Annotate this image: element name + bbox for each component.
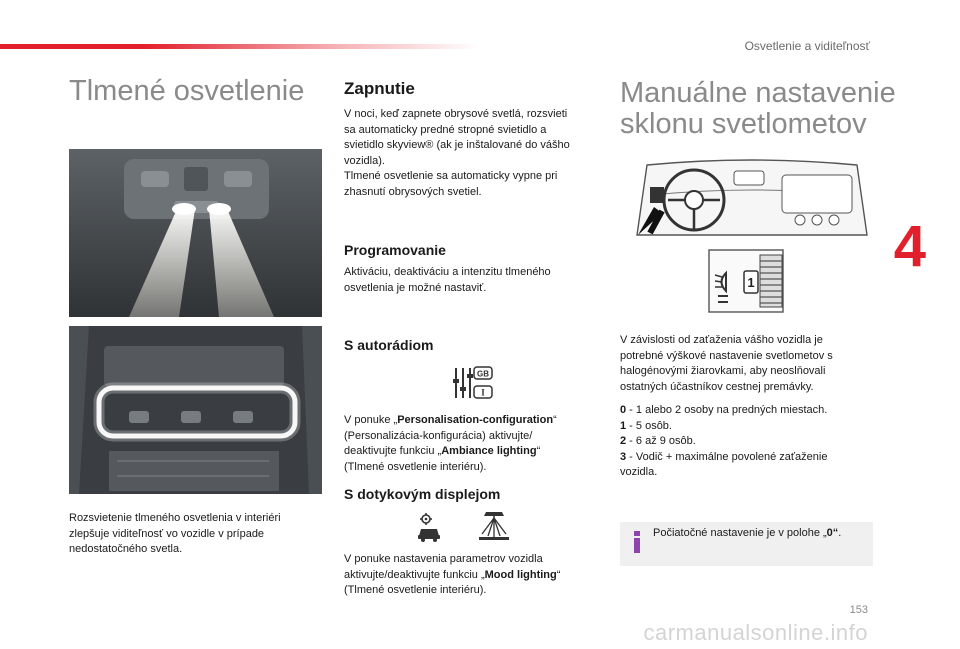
load-level-item: 1 - 5 osôb. [620,419,672,432]
zapnutie-heading: Zapnutie [344,79,415,98]
load-level-item: 0 - 1 alebo 2 osoby na predných miestach. [620,404,828,416]
chapter-number: 4 [893,214,926,279]
headlamp-title-line: sklonu svetlometov [620,108,867,140]
watermark: carmanualsonline.info [643,620,868,645]
text-line: potrebné výškové nastavenie svetlometov s [620,349,833,362]
touchscreen-text [344,552,604,599]
autoradio-heading: S autorádiom [344,337,434,353]
text-line: halogénovými žiarovkami, aby neoslňovali [620,365,826,377]
load-level-item: vozidla. [620,466,658,478]
left-caption-line: zlepšuje viditeľnosť vo vozidle v prípade [69,527,265,540]
load-level-item: 3 - Vodič + maximálne povolené zaťaženie [620,450,828,463]
info-note-text: Počiatočné nastavenie je v polohe „0“. [653,527,842,539]
headlamp-title-line: Manuálne nastavenie [620,77,896,109]
headlamp-adjust-switch [708,249,784,313]
load-levels-list [620,403,880,481]
programovanie-heading: Programovanie [344,242,446,258]
left-caption-line: Rozsvietenie tlmeného osvetlenia v interiéri [69,512,281,524]
text-line: ostatných účastníkov cestnej premávky. [620,380,814,393]
text-line: V noci, keď zapnete obrysové svetlá, rozsvieti [344,108,568,120]
left-caption-line: nedostatočného svetla. [69,543,183,555]
text-line: svietidlo skyview® (ak je inštalované do vášho [344,139,570,151]
car-settings-icon [416,512,442,542]
text-line: V ponuke „Personalisation-configuration“ [344,414,557,426]
text-line: V ponuke nastavenia parametrov vozidla [344,553,543,565]
info-icon [631,530,643,554]
roman-one-label: I [481,387,485,398]
ambient-lighting-icon [476,510,512,542]
text-line: aktivujte/deaktivujte funkciu „Mood lighting“ [344,568,561,581]
text-line: V závislosti od zaťaženia vášho vozidla je [620,334,823,346]
skyview-light-photo [69,326,322,494]
text-line: (Tlmené osvetlenie interiéru). [344,460,487,473]
autoradio-text [344,413,604,475]
settings-sliders-icon [452,365,494,401]
text-line: osvetlenia je možné nastaviť. [344,281,487,294]
top-accent-bar [0,44,480,49]
text-line: (Personalizácia-konfigurácia) aktivujte/ [344,429,533,442]
section-title: Osvetlenie a viditeľnosť [744,39,870,53]
text-line: Tlmené osvetlenie sa automaticky vypne pri [344,170,558,182]
page-title: Tlmené osvetlenie [69,75,305,107]
headlamp-text [620,333,880,395]
zapnutie-text [344,107,604,200]
text-line: sa automaticky predné stropné svietidlo a [344,123,547,136]
left-caption [69,511,319,558]
load-level-item: 2 - 6 až 9 osôb. [620,435,696,447]
ceiling-light-photo [69,149,322,317]
gb-label: GB [477,369,489,379]
touchscreen-heading: S dotykovým displejom [344,486,501,502]
text-line: Aktiváciu, deaktiváciu a intenzitu tlmeného [344,266,551,278]
switch-position-label: 1 [747,275,755,290]
dashboard-illustration [632,155,872,243]
text-line: (Tlmené osvetlenie interiéru). [344,584,487,596]
page-number: 153 [849,604,868,616]
text-line: zhasnutí obrysových svetiel. [344,185,482,198]
text-line: deaktivujte funkciu „Ambiance lighting“ [344,445,541,457]
text-line: vozidla). [344,154,385,167]
programovanie-text [344,265,604,296]
headlamp-title [620,78,896,140]
